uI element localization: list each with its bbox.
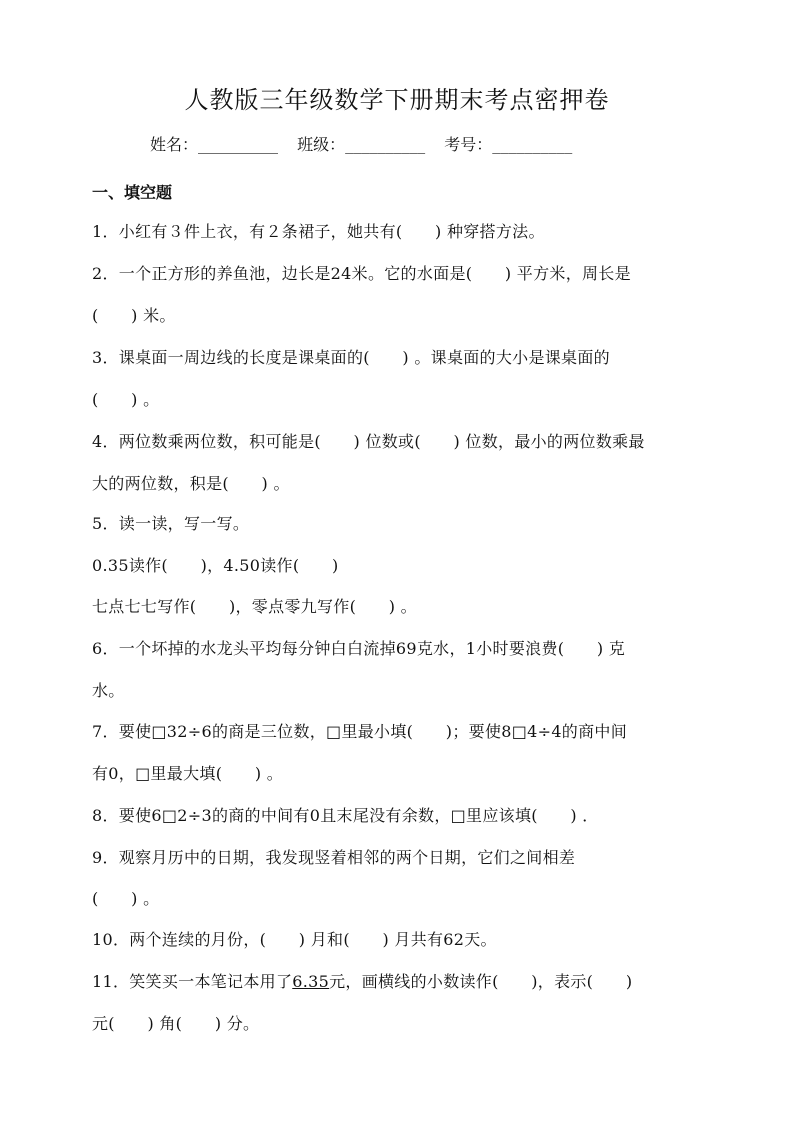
class-field: 班级：__________ (297, 135, 426, 154)
question-line: 6．一个坏掉的水龙头平均每分钟白白流掉69克水，1小时要浪费( ) 克 (92, 639, 626, 658)
section-heading: 一、填空题 (92, 183, 173, 202)
question-line: 8．要使6□2÷3的商的中间有0且末尾没有余数，□里应该填( ) ． (92, 806, 599, 825)
name-field: 姓名：__________ (150, 135, 279, 154)
question-line: ( ) 米。 (92, 306, 176, 325)
question-line: 4．两位数乘两位数，积可能是( ) 位数或( ) 位数，最小的两位数乘最 (92, 432, 645, 451)
question-line: 0.35读作( )，4.50读作( ) (92, 556, 339, 575)
question-line: 3．课桌面一周边线的长度是课桌面的( ) 。课桌面的大小是课桌面的 (92, 348, 610, 367)
q11-prefix: 11．笑笑买一本笔记本用了 (92, 972, 293, 991)
question-line: 大的两位数，积是( ) 。 (92, 474, 290, 493)
question-line: 2．一个正方形的养鱼池，边长是24米。它的水面是( ) 平方米，周长是 (92, 264, 631, 283)
question-line: 1．小红有３件上衣，有２条裙子，她共有( ) 种穿搭方法。 (92, 222, 545, 241)
exam-number-field: 考号：__________ (444, 135, 573, 154)
q11-suffix: 元，画横线的小数读作( )，表示( ) (329, 972, 633, 991)
question-line: 7．要使□32÷6的商是三位数，□里最小填( )；要使8□4÷4的商中间 (92, 722, 628, 741)
question-line: 水。 (92, 681, 125, 700)
question-line: 有0，□里最大填( ) 。 (92, 764, 284, 783)
question-line: 元( ) 角( ) 分。 (92, 1014, 260, 1033)
question-line: ( ) 。 (92, 390, 160, 409)
question-line: 七点七七写作( )，零点零九写作( ) 。 (92, 597, 417, 616)
student-info-row (150, 132, 586, 155)
question-line: 9．观察月历中的日期，我发现竖着相邻的两个日期，它们之间相差 (92, 848, 576, 867)
page-title: 人教版三年级数学下册期末考点密押卷 (184, 86, 610, 114)
q11-underlined-number: 6.35 (292, 972, 330, 991)
question-line (92, 972, 712, 992)
question-line: 10．两个连续的月份，( ) 月和( ) 月共有62天。 (92, 930, 497, 949)
question-line: ( ) 。 (92, 889, 160, 908)
question-line: 5．读一读，写一写。 (92, 514, 250, 533)
